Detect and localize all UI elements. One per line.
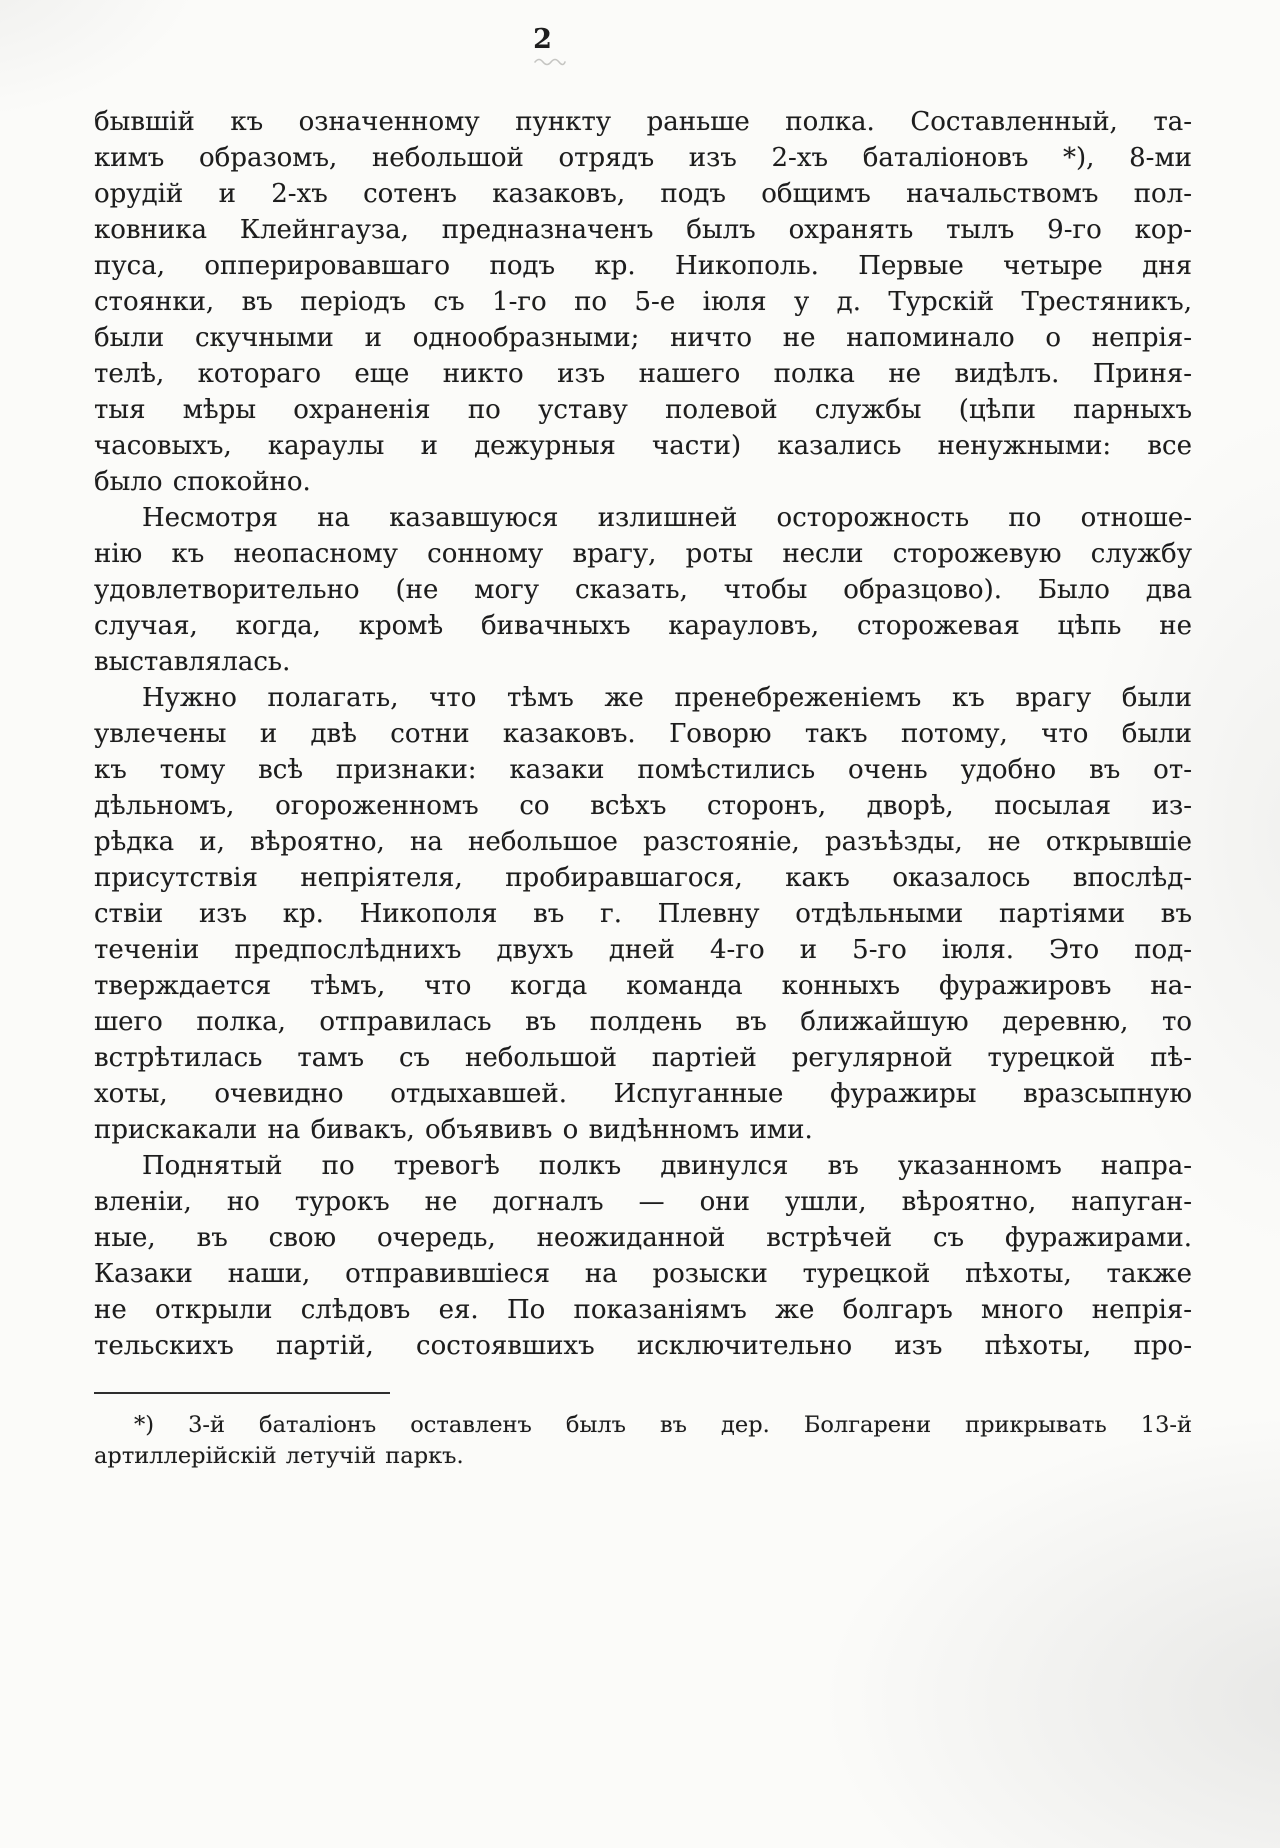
text-line: тельскихъ партій, состоявшихъ исключительно изъ пѣхоты, про-: [94, 1331, 1192, 1361]
page-ornament-icon: [0, 56, 1190, 70]
text-line: были скучными и однообразными; ничто не напоминало о непрія-: [94, 323, 1192, 353]
text-line: прискакали на бивакъ, объявивъ о видѣнномъ ими.: [94, 1115, 813, 1145]
text-line: ные, въ свою очередь, неожиданной встрѣчей съ фуражирами.: [94, 1223, 1192, 1253]
text-line: ствіи изъ кр. Никополя въ г. Плевну отдѣльными партіями въ: [94, 899, 1192, 929]
text-line: телѣ, котораго еще никто изъ нашего полка не видѣлъ. Приня-: [94, 359, 1192, 389]
text-line: Поднятый по тревогѣ полкъ двинулся въ указанномъ напра-: [142, 1151, 1192, 1181]
text-line: часовыхъ, караулы и дежурныя части) казались ненужными: все: [94, 431, 1192, 461]
footnote-separator: [94, 1392, 390, 1394]
text-line: удовлетворительно (не могу сказать, чтобы образцово). Было два: [94, 575, 1192, 605]
text-line: выставлялась.: [94, 647, 291, 677]
text-line: рѣдка и, вѣроятно, на небольшое разстояніе, разъѣзды, не открывшіе: [94, 827, 1192, 857]
text-line: теченіи предпослѣднихъ двухъ дней 4-го и 5-го іюля. Это под-: [94, 935, 1192, 965]
text-line: тверждается тѣмъ, что когда команда конныхъ фуражировъ на-: [94, 971, 1192, 1001]
text-line: бывшій къ означенному пункту раньше полка. Составленный, та-: [94, 107, 1192, 137]
text-line: случая, когда, кромѣ бивачныхъ карауловъ, сторожевая цѣпь не: [94, 611, 1192, 641]
text-line: хоты, очевидно отдыхавшей. Испуганные фуражиры вразсыпную: [94, 1079, 1192, 1109]
text-line: присутствія непріятеля, пробиравшагося, какъ оказалось впослѣд-: [94, 863, 1192, 893]
text-line: встрѣтилась тамъ съ небольшой партіей регулярной турецкой пѣ-: [94, 1043, 1192, 1073]
text-line: орудій и 2-хъ сотенъ казаковъ, подъ общимъ начальствомъ пол-: [94, 179, 1192, 209]
page-header: [0, 0, 1183, 56]
text-line: увлечены и двѣ сотни казаковъ. Говорю такъ потому, что были: [94, 719, 1192, 749]
body-text: [94, 104, 1192, 1364]
text-line: тыя мѣры охраненія по уставу полевой службы (цѣпи парныхъ: [94, 395, 1192, 425]
text-line: Нужно полагать, что тѣмъ же пренебреженіемъ къ врагу были: [142, 683, 1192, 713]
text-line: пуса, опперировавшаго подъ кр. Никополь. Первые четыре дня: [94, 251, 1192, 281]
text-line: кимъ образомъ, небольшой отрядъ изъ 2-хъ баталіоновъ *), 8-ми: [94, 143, 1192, 173]
text-line: было спокойно.: [94, 467, 311, 497]
footnote: [94, 1410, 1192, 1472]
text-line: артиллерійскій летучій паркъ.: [94, 1443, 464, 1469]
text-line: *) 3-й баталіонъ оставленъ былъ въ дер. Болгарени прикрывать 13-й: [134, 1412, 1192, 1438]
text-line: не открыли слѣдовъ ея. По показаніямъ же болгаръ много непрія-: [94, 1295, 1192, 1325]
text-line: ковника Клейнгауза, предназначенъ былъ охранять тылъ 9-го кор-: [94, 215, 1192, 245]
text-line: дѣльномъ, огороженномъ со всѣхъ сторонъ, дворѣ, посылая из-: [94, 791, 1192, 821]
page-number: 2: [533, 24, 553, 55]
text-line: Казаки наши, отправившіеся на розыски турецкой пѣхоты, также: [94, 1259, 1192, 1289]
text-line: шего полка, отправилась въ полдень въ ближайшую деревню, то: [94, 1007, 1192, 1037]
text-line: нію къ неопасному сонному врагу, роты несли сторожевую службу: [94, 539, 1192, 569]
text-line: Несмотря на казавшуюся излишней осторожность по отноше-: [142, 503, 1192, 533]
text-line: къ тому всѣ признаки: казаки помѣстились очень удобно въ от-: [94, 755, 1192, 785]
text-line: стоянки, въ періодъ съ 1-го по 5-е іюля у д. Турскій Трестяникъ,: [94, 287, 1192, 317]
text-line: вленіи, но турокъ не догналъ — они ушли, вѣроятно, напуган-: [94, 1187, 1192, 1217]
